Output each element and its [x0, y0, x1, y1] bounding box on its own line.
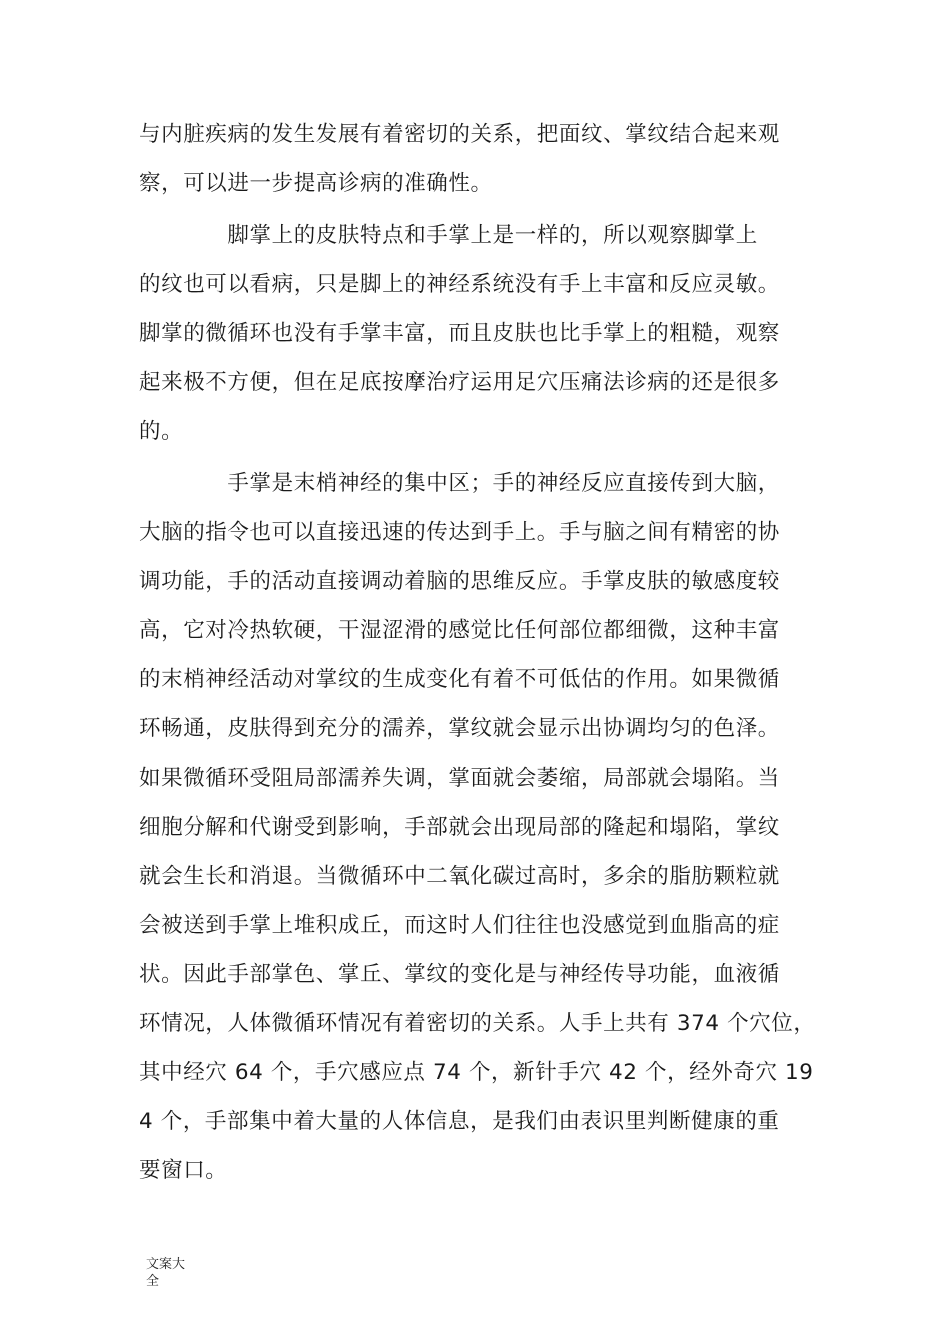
text-line: 环情况，人体微循环情况有着密切的关系。人手上共有 374 个穴位，	[139, 1011, 816, 1036]
text-line: 的。	[139, 419, 184, 444]
text-line: 调功能，手的活动直接调动着脑的思维反应。手掌皮肤的敏感度较	[139, 569, 780, 594]
text-line: 的纹也可以看病，只是脚上的神经系统没有手上丰富和反应灵敏。	[139, 272, 780, 297]
page-footer	[146, 1256, 194, 1290]
text-line: 如果微循环受阻局部濡养失调，掌面就会萎缩，局部就会塌陷。当	[139, 766, 780, 791]
text-line: 状。因此手部掌色、掌丘、掌纹的变化是与神经传导功能，血液循	[139, 962, 780, 987]
text-line: 细胞分解和代谢受到影响，手部就会出现局部的隆起和塌陷，掌纹	[139, 815, 780, 840]
text-line: 环畅通，皮肤得到充分的濡养，掌纹就会显示出协调均匀的色泽。	[139, 716, 780, 741]
text-line: 4 个，手部集中着大量的人体信息，是我们由表识里判断健康的重	[139, 1109, 780, 1134]
text-line: 要窗口。	[139, 1158, 228, 1183]
text-line: 脚掌的微循环也没有手掌丰富，而且皮肤也比手掌上的粗糙，观察	[139, 321, 780, 346]
text-line: 大脑的指令也可以直接迅速的传达到手上。手与脑之间有精密的协	[139, 520, 780, 545]
text-line: 脚掌上的皮肤特点和手掌上是一样的，所以观察脚掌上	[139, 223, 758, 248]
footer-text-line2: 全	[146, 1274, 160, 1289]
text-line: 其中经穴 64 个，手穴感应点 74 个，新针手穴 42 个，经外奇穴 19	[139, 1060, 814, 1085]
text-line: 察，可以进一步提高诊病的准确性。	[139, 171, 493, 196]
text-line: 起来极不方便，但在足底按摩治疗运用足穴压痛法诊病的还是很多	[139, 370, 780, 395]
footer-text-line1: 文案大	[146, 1257, 186, 1272]
text-line: 手掌是末梢神经的集中区；手的神经反应直接传到大脑，	[139, 471, 780, 496]
text-line: 就会生长和消退。当微循环中二氧化碳过高时，多余的脂肪颗粒就	[139, 864, 780, 889]
text-line: 高，它对冷热软硬，干湿涩滑的感觉比任何部位都细微，这种丰富	[139, 618, 780, 643]
text-line: 的末梢神经活动对掌纹的生成变化有着不可低估的作用。如果微循	[139, 667, 780, 692]
text-line: 会被送到手掌上堆积成丘，而这时人们往往也没感觉到血脂高的症	[139, 913, 780, 938]
text-line: 与内脏疾病的发生发展有着密切的关系，把面纹、掌纹结合起来观	[139, 122, 780, 147]
